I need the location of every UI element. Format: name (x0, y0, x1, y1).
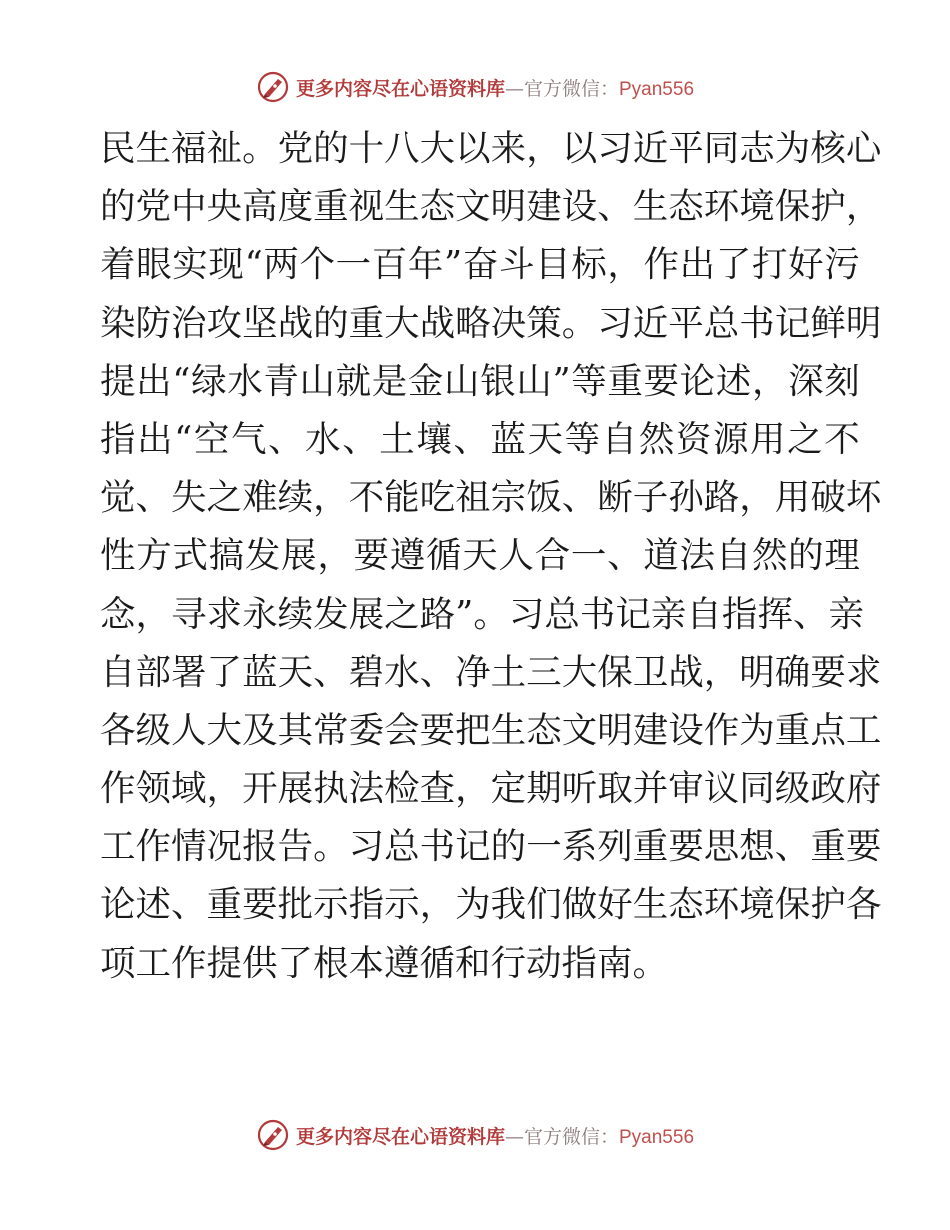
paragraph-line: 染 防 治 攻 坚 战 的 重 大 战 略 决 策 。 习 近 平 总 书 记 鲜 明 (100, 302, 882, 344)
footer-banner (0, 1118, 950, 1152)
footer-banner-text (296, 1122, 694, 1149)
header-banner-text (296, 74, 694, 101)
header-banner-inner (256, 70, 694, 104)
paragraph-line: 提 出 “ 绿 水 青 山 就 是 金 山 银 山 ” 等 重 要 论 述 ， 深 刻 (100, 360, 860, 402)
pen-logo-icon (256, 70, 290, 104)
paragraph-line: 工 作 情 况 报 告 。 习 总 书 记 的 一 系 列 重 要 思 想 、 重 要 (100, 826, 882, 868)
paragraph-line: 念 ， 寻 求 永 续 发 展 之 路 ” 。 习 总 书 记 亲 自 指 挥 、 亲 (100, 593, 864, 635)
paragraph-line: 项工作提供了根本遵循和行动指南。 (100, 942, 669, 984)
paragraph-line: 民 生 福 祉 。 党 的 十 八 大 以 来 ， 以 习 近 平 同 志 为 核 心 (100, 128, 882, 169)
paragraph-line: 作 领 域 ， 开 展 执 法 检 查 ， 定 期 听 取 并 审 议 同 级 政 府 (100, 768, 882, 810)
pen-logo-icon (256, 1118, 290, 1152)
paragraph-line: 性 方 式 搞 发 展 ， 要 遵 循 天 人 合 一 、 道 法 自 然 的 理 (100, 535, 860, 577)
footer-brand-text: 更多内容尽在心语资料库 (295, 1125, 505, 1148)
header-wechat-label: 官方微信： (523, 77, 619, 100)
paragraph-line: 觉 、 失 之 难 续 ， 不 能 吃 祖 宗 饭 、 断 子 孙 路 ， 用 破 坏 (100, 477, 882, 519)
document-body (100, 120, 882, 993)
header-banner (0, 70, 950, 104)
paragraph-line: 自 部 署 了 蓝 天 、 碧 水 、 净 土 三 大 保 卫 战 ， 明 确 要 求 (100, 651, 882, 693)
footer-dash: — (504, 1125, 524, 1148)
footer-banner-inner (256, 1118, 694, 1152)
paragraph-line: 着 眼 实 现 “ 两 个 一 百 年 ” 奋 斗 目 标 ， 作 出 了 打 好 污 (100, 244, 860, 286)
footer-wechat-id: Pyan556 (619, 1126, 695, 1148)
header-brand-text: 更多内容尽在心语资料库 (295, 77, 505, 100)
header-dash: — (504, 77, 524, 100)
footer-wechat-label: 官方微信： (523, 1125, 619, 1148)
paragraph-line: 论 述 、 重 要 批 示 指 示 ， 为 我 们 做 好 生 态 环 境 保 护 各 (100, 884, 882, 926)
paragraph-line: 指 出 “ 空 气 、 水 、 土 壤 、 蓝 天 等 自 然 资 源 用 之 不 (100, 418, 860, 460)
paragraph-line: 各 级 人 大 及 其 常 委 会 要 把 生 态 文 明 建 设 作 为 重 点 工 (100, 709, 882, 751)
paragraph-line: 的 党 中 央 高 度 重 视 生 态 文 明 建 设 、 生 态 环 境 保 护 ， (100, 186, 882, 228)
header-wechat-id: Pyan556 (619, 78, 695, 100)
